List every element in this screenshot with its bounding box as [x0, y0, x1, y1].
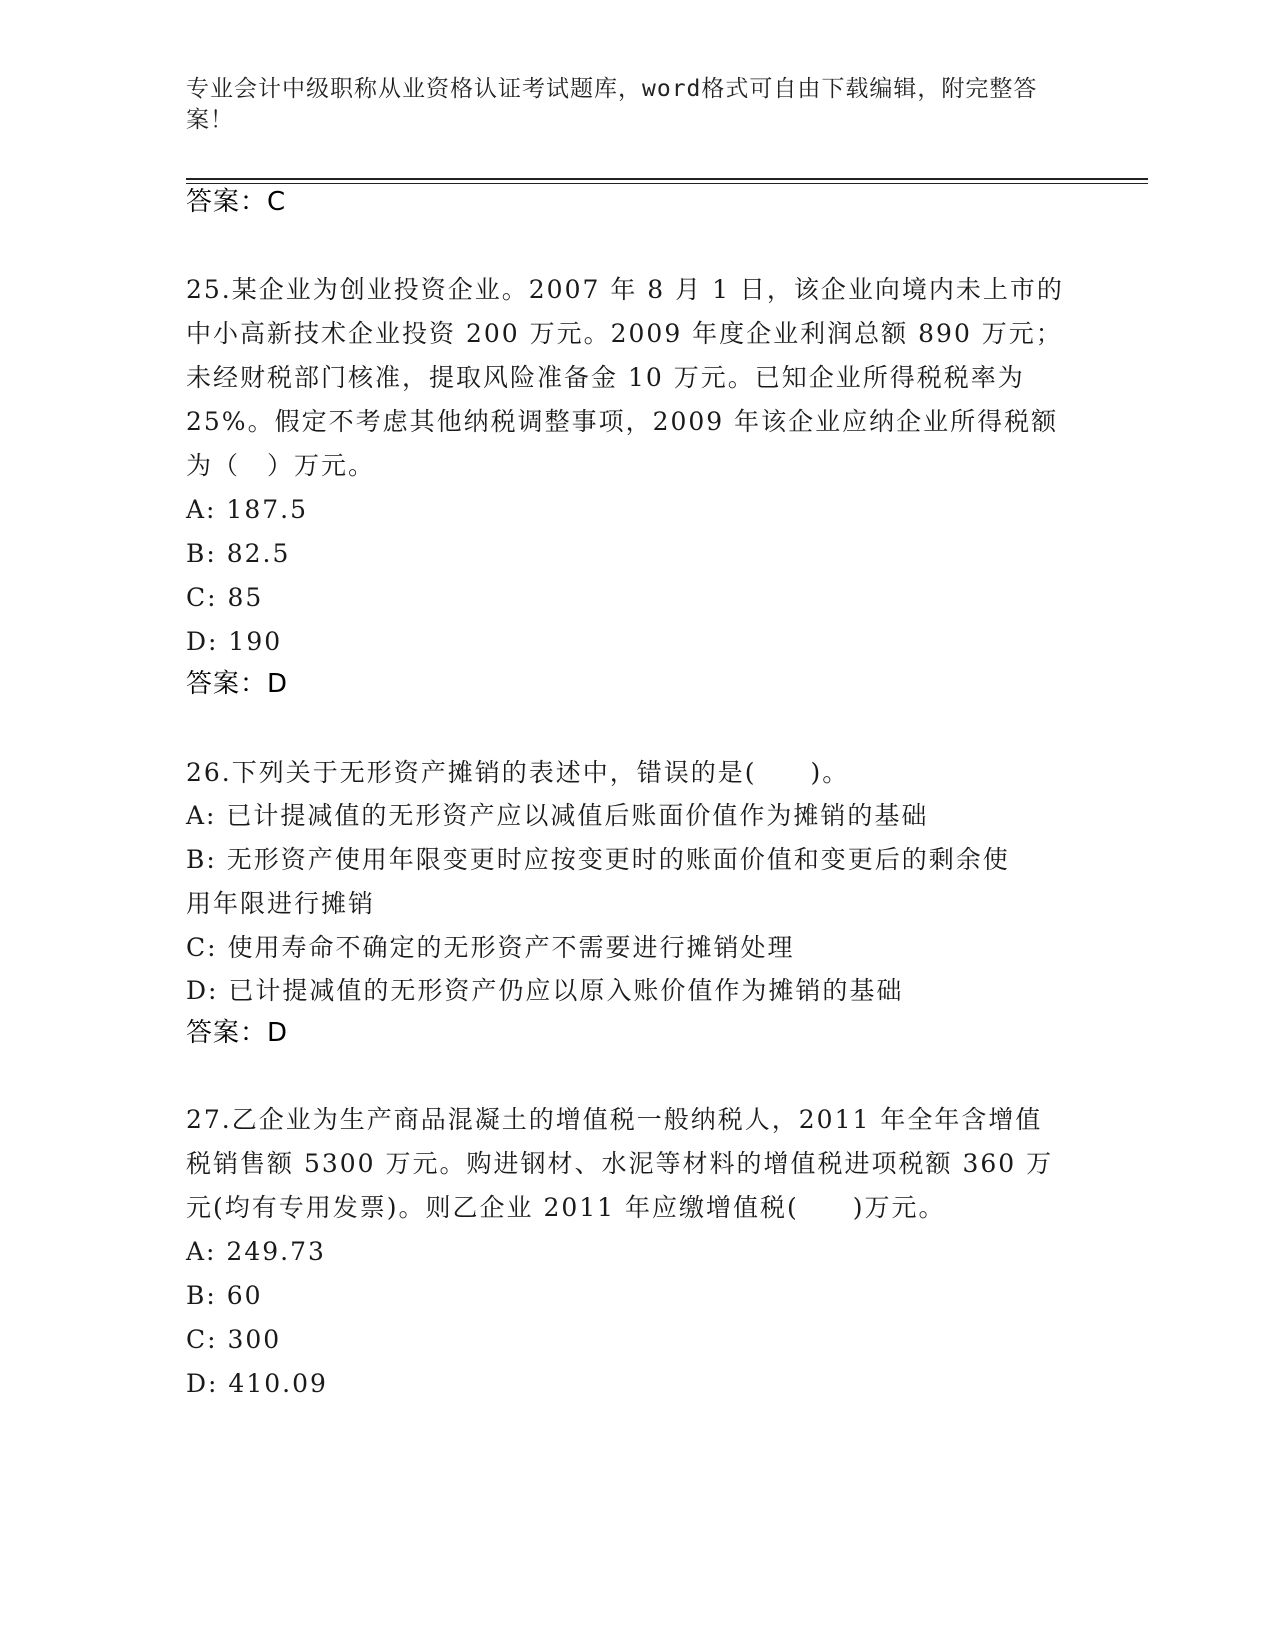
- q26-option-b-line-2: 用年限进行摊销: [186, 889, 376, 918]
- header-rule-thick: [186, 178, 1148, 180]
- q27-option-c: C: 300: [186, 1325, 282, 1354]
- q25-option-a: A: 187.5: [186, 495, 308, 524]
- q25-stem-line-5: 为（ ）万元。: [186, 451, 376, 480]
- answer-prev: 答案：C: [186, 187, 287, 217]
- q27-option-a: A: 249.73: [186, 1237, 326, 1266]
- page-header: [186, 74, 1086, 136]
- q25-stem-line-2: 中小高新技术企业投资 200 万元。2009 年度企业利润总额 890 万元；: [186, 319, 1063, 348]
- q26-option-c: C: 使用寿命不确定的无形资产不需要进行摊销处理: [186, 933, 795, 962]
- q25-option-b: B: 82.5: [186, 539, 291, 568]
- q26-answer: 答案：D: [186, 1018, 289, 1048]
- q25-option-c: C: 85: [186, 583, 264, 612]
- q25-stem-line-4: 25%。假定不考虑其他纳税调整事项，2009 年该企业应纳企业所得税额: [186, 407, 1059, 436]
- q26-stem-line-1: 26.下列关于无形资产摊销的表述中，错误的是( )。: [186, 758, 850, 787]
- q27-stem-line-2: 税销售额 5300 万元。购进钢材、水泥等材料的增值税进项税额 360 万: [186, 1149, 1054, 1178]
- q26-option-d: D: 已计提减值的无形资产仍应以原入账价值作为摊销的基础: [186, 976, 904, 1005]
- q26-option-a: A: 已计提减值的无形资产应以减值后账面价值作为摊销的基础: [186, 801, 929, 830]
- header-line-2: 案！: [186, 107, 234, 133]
- q25-answer: 答案：D: [186, 669, 289, 699]
- q27-stem-line-3: 元(均有专用发票)。则乙企业 2011 年应缴增值税( )万元。: [186, 1193, 946, 1222]
- q25-stem-line-1: 25.某企业为创业投资企业。2007 年 8 月 1 日，该企业向境内未上市的: [186, 275, 1064, 304]
- header-rule-thin: [186, 183, 1148, 184]
- q27-stem-line-1: 27.乙企业为生产商品混凝土的增值税一般纳税人，2011 年全年含增值: [186, 1105, 1043, 1134]
- q26-option-b-line-1: B: 无形资产使用年限变更时应按变更时的账面价值和变更后的剩余使: [186, 845, 1010, 874]
- q25-stem-line-3: 未经财税部门核准，提取风险准备金 10 万元。已知企业所得税税率为: [186, 363, 1025, 392]
- q27-option-b: B: 60: [186, 1281, 263, 1310]
- q25-option-d: D: 190: [186, 627, 283, 656]
- q27-option-d: D: 410.09: [186, 1369, 328, 1398]
- header-line-1: 专业会计中级职称从业资格认证考试题库，word格式可自由下载编辑，附完整答: [186, 76, 1038, 102]
